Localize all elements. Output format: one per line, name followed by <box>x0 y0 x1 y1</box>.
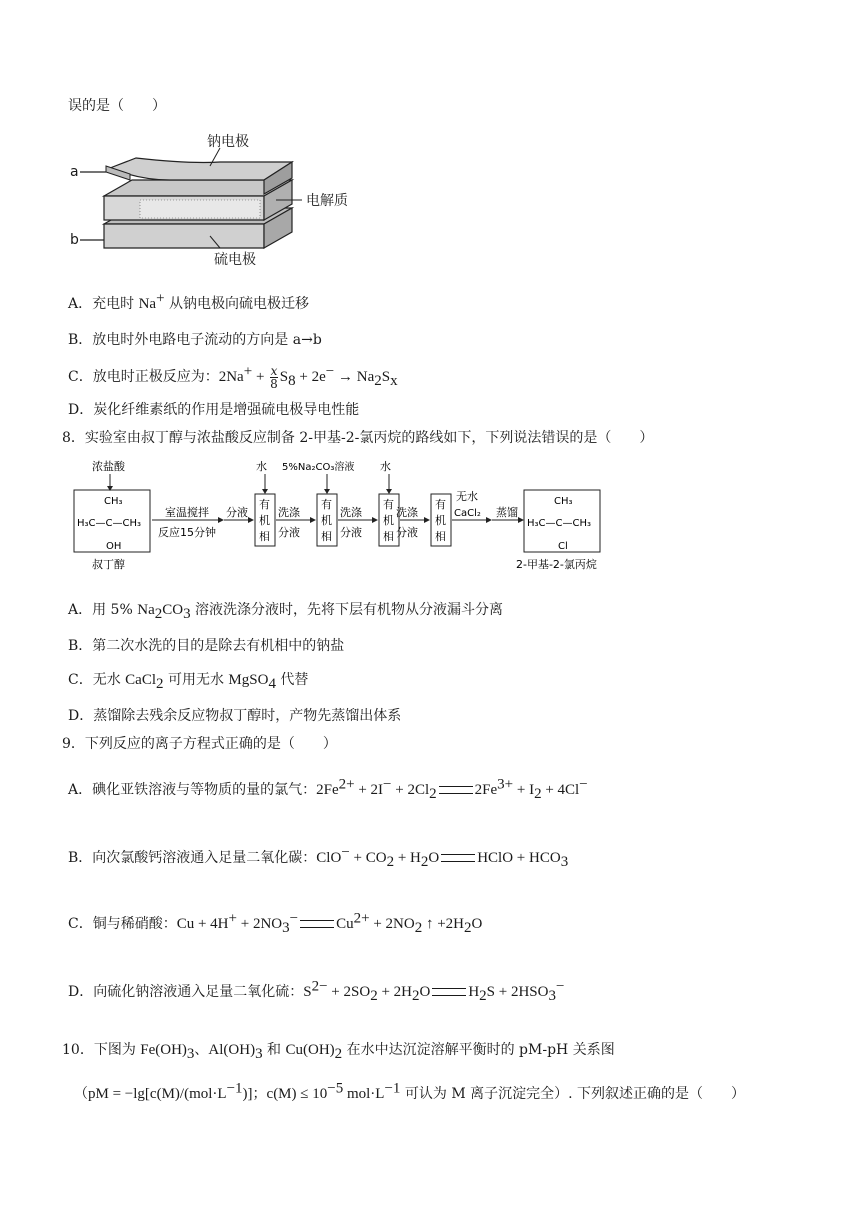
svg-text:分液: 分液 <box>226 506 248 519</box>
svg-text:有: 有 <box>259 498 270 511</box>
svg-text:OH: OH <box>106 541 122 552</box>
svg-text:机: 机 <box>383 514 394 527</box>
q10-line2: （$pM = -\lg[c(M)/(mol\cdot L^{-1})]$；$c(M) \le 10^{-5}$ $mol\cdot L^{-1}$ 可认为 M 离子沉淀完全）. 下列叙述正确的是（ ） <box>74 1080 746 1102</box>
q7-option-c: C．放电时正极反应为：2Na+ + $\frac{x}{8}$ $S_8 + 2e^- \to Na_2S_x$ <box>68 363 398 391</box>
battery-diagram <box>70 128 370 268</box>
svg-text:相: 相 <box>259 530 270 543</box>
svg-text:机: 机 <box>321 514 332 527</box>
svg-text:有: 有 <box>321 498 332 511</box>
q8-option-d: D．蒸馏除去残余反应物叔丁醇时，产物先蒸馏出体系 <box>68 708 402 724</box>
q7-option-b: B．放电时外电路电子流动的方向是 a→b <box>68 332 322 348</box>
svg-text:CH₃: CH₃ <box>104 496 123 507</box>
flow-product-name: 2-甲基-2-氯丙烷 <box>516 558 597 571</box>
svg-text:反应15分钟: 反应15分钟 <box>158 526 216 539</box>
svg-text:室温搅拌: 室温搅拌 <box>165 506 209 519</box>
q9-option-a: A．碘化亚铁溶液与等物质的量的氯气：$2Fe^{2+} + 2I^- + 2Cl_2$ $2Fe^{3+} + I_2 + 4Cl^-$ <box>68 776 588 802</box>
label-a: a <box>70 164 79 180</box>
q9-stem: 9．下列反应的离子方程式正确的是（ ） <box>62 736 337 752</box>
svg-text:机: 机 <box>435 514 446 527</box>
equals-sign <box>300 920 334 928</box>
svg-text:H₃C—C—CH₃: H₃C—C—CH₃ <box>77 518 142 529</box>
svg-text:CH₃: CH₃ <box>554 496 573 507</box>
svg-text:水: 水 <box>256 460 267 473</box>
svg-text:CaCl₂: CaCl₂ <box>454 508 481 519</box>
svg-text:机: 机 <box>259 514 270 527</box>
svg-text:分液: 分液 <box>396 526 418 539</box>
equals-sign <box>432 988 466 996</box>
label-b: b <box>70 232 79 248</box>
svg-text:5%Na₂CO₃溶液: 5%Na₂CO₃溶液 <box>282 462 355 473</box>
flow-reagent-hcl: 浓盐酸 <box>92 460 125 473</box>
q9-option-c: C．铜与稀硝酸：$Cu + 4H^+ + 2NO_3^-$ $Cu^{2+} + 2NO_2$ ↑ $+2H_2O$ <box>68 910 483 936</box>
svg-text:有: 有 <box>435 498 446 511</box>
svg-text:洗涤: 洗涤 <box>278 506 300 519</box>
equals-sign <box>439 786 473 794</box>
q7-option-a: A．充电时 Na+ 从钠电极向硫电极迁移 <box>68 290 309 312</box>
q8-option-a: A．用 5% $Na_2CO_3$ 溶液洗涤分液时，先将下层有机物从分液漏斗分离 <box>68 602 504 622</box>
svg-text:蒸馏: 蒸馏 <box>496 506 518 519</box>
svg-text:分液: 分液 <box>340 526 362 539</box>
svg-text:无水: 无水 <box>456 490 478 503</box>
label-electrolyte: 电解质 <box>306 193 348 209</box>
q8-option-b: B．第二次水洗的目的是除去有机相中的钠盐 <box>68 638 345 654</box>
svg-text:有: 有 <box>383 498 394 511</box>
svg-text:Cl: Cl <box>558 541 568 552</box>
q8-option-c: C．无水 CaCl$_2$ 可用无水 MgSO$_4$ 代替 <box>68 672 309 692</box>
svg-text:洗涤: 洗涤 <box>340 506 362 519</box>
equals-sign <box>441 854 475 862</box>
label-sodium-electrode: 钠电极 <box>207 134 249 150</box>
q9-option-d: D．向硫化钠溶液通入足量二氧化硫：$S^{2-} + 2SO_2 + 2H_2O$ $H_2S + 2HSO_3^-$ <box>68 978 565 1004</box>
svg-text:分液: 分液 <box>278 526 300 539</box>
q7-option-d: D．炭化纤维素纸的作用是增强硫电极导电性能 <box>68 402 360 418</box>
q8-stem: 8．实验室由叔丁醇与浓盐酸反应制备 2-甲基-2-氯丙烷的路线如下，下列说法错误的是（ ） <box>62 430 654 446</box>
svg-text:相: 相 <box>435 530 446 543</box>
q7-stem-tail: 误的是（ ） <box>68 98 166 114</box>
q9-option-b: B．向次氯酸钙溶液通入足量二氧化碳：$ClO^- + CO_2 + H_2O$ HClO + $HCO_3$ <box>68 844 569 870</box>
svg-text:相: 相 <box>383 530 394 543</box>
svg-text:洗涤: 洗涤 <box>396 506 418 519</box>
synthesis-flow-diagram <box>70 456 630 576</box>
svg-text:相: 相 <box>321 530 332 543</box>
flow-reactant-name: 叔丁醇 <box>92 558 125 571</box>
label-sulfur-electrode: 硫电极 <box>214 252 256 268</box>
svg-text:水: 水 <box>380 460 391 473</box>
svg-text:H₃C—C—CH₃: H₃C—C—CH₃ <box>527 518 592 529</box>
q10-line1: 10．下图为 $Fe(OH)_3$、$Al(OH)_3$ 和 $Cu(OH)_2$ 在水中达沉淀溶解平衡时的 pM-pH 关系图 <box>62 1042 615 1062</box>
